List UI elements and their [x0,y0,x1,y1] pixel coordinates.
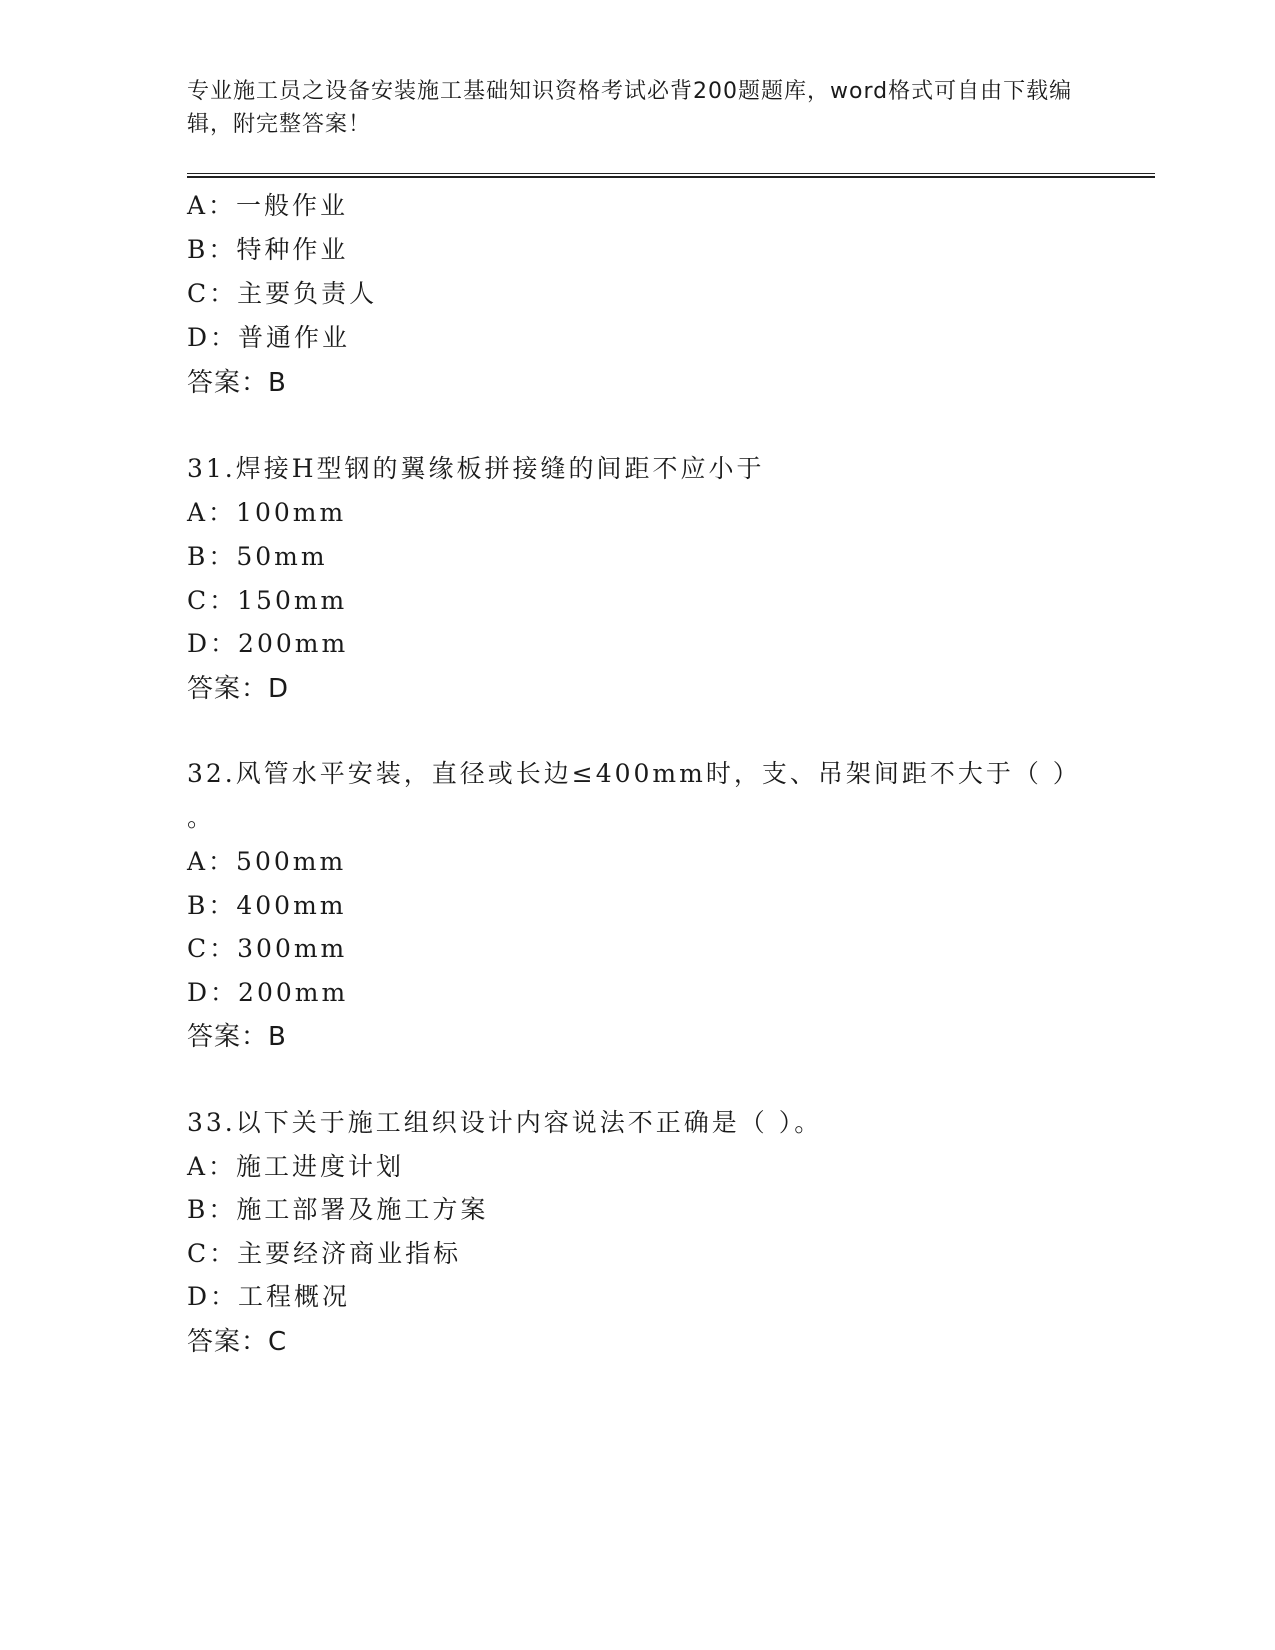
question-stem: 32.风管水平安装，直径或长边≤400mm时，支、吊架间距不大于（ ） [187,759,1081,788]
option-a: A：500mm [187,847,347,876]
option-d: D：工程概况 [187,1282,351,1311]
option-c: C：主要经济商业指标 [187,1239,462,1268]
answer-line: 答案：B [187,1022,287,1052]
option-b: B：特种作业 [187,235,349,264]
answer-line: 答案：D [187,674,290,704]
option-a: A：100mm [187,498,347,527]
answer-line: 答案：C [187,1327,288,1357]
option-b: B：400mm [187,891,347,920]
option-b: B：50mm [187,542,328,571]
option-d: D：200mm [187,978,349,1007]
option-a: A：施工进度计划 [187,1152,405,1181]
header-divider-thin [187,173,1155,174]
option-c: C：主要负责人 [187,279,378,308]
answer-line: 答案：B [187,368,287,398]
question-stem-continuation: 。 [187,803,216,832]
option-d: D：普通作业 [187,323,351,352]
question-stem: 33.以下关于施工组织设计内容说法不正确是（ ）。 [187,1108,823,1137]
header-divider-thick [187,176,1155,178]
question-stem: 31.焊接H型钢的翼缘板拼接缝的间距不应小于 [187,454,765,483]
option-a: A：一般作业 [187,191,349,220]
option-c: C：300mm [187,934,348,963]
option-b: B：施工部署及施工方案 [187,1195,489,1224]
document-header: 专业施工员之设备安装施工基础知识资格考试必背200题题库，word格式可自由下载编辑，附完整答案！ [187,79,1073,137]
option-d: D：200mm [187,629,349,658]
option-c: C：150mm [187,586,348,615]
